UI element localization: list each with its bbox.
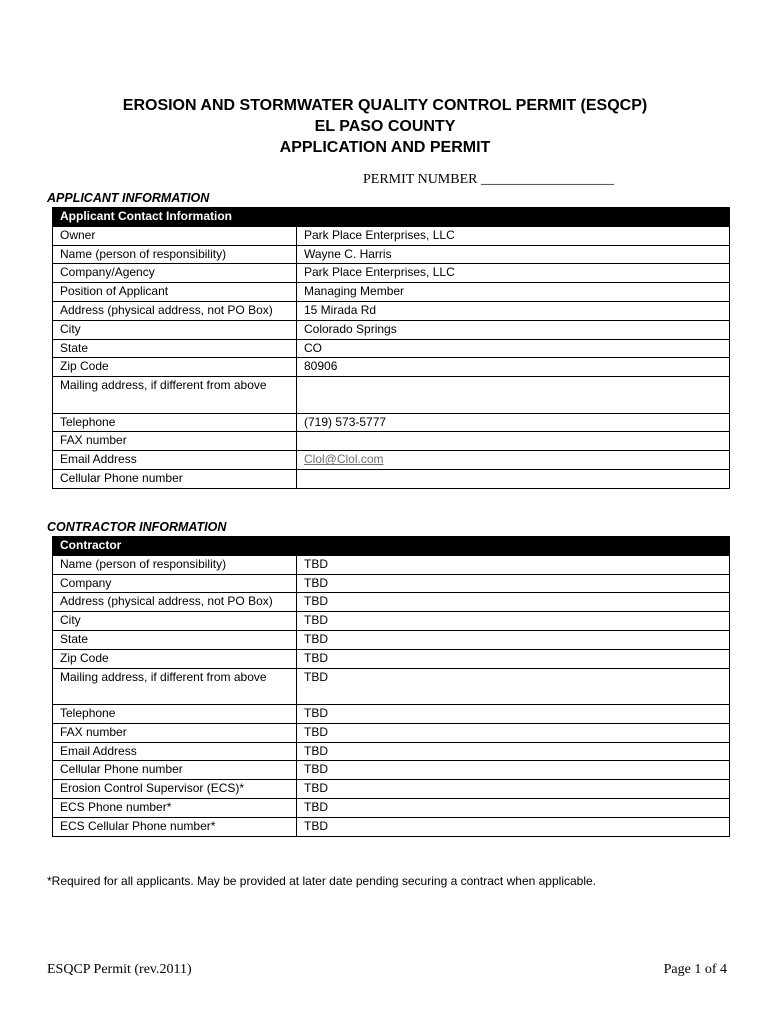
field-label: Address (physical address, not PO Box) xyxy=(53,593,297,612)
field-value[interactable]: TBD xyxy=(297,723,730,742)
table-row xyxy=(53,226,730,245)
field-label: Cellular Phone number xyxy=(53,761,297,780)
field-label: Telephone xyxy=(53,705,297,724)
table-row xyxy=(53,649,730,668)
table-row xyxy=(53,799,730,818)
field-value[interactable]: TBD xyxy=(297,668,730,705)
document-subtitle-type: APPLICATION AND PERMIT xyxy=(279,139,491,156)
table-row xyxy=(53,817,730,836)
table-row xyxy=(53,283,730,302)
document-subtitle-county: EL PASO COUNTY xyxy=(314,118,456,135)
field-label: Name (person of responsibility) xyxy=(53,555,297,574)
table-row xyxy=(53,555,730,574)
field-label: ECS Cellular Phone number* xyxy=(53,817,297,836)
field-value[interactable] xyxy=(297,451,730,470)
footer-page-number: Page 1 of 4 xyxy=(663,962,727,977)
field-value[interactable]: TBD xyxy=(297,593,730,612)
field-label: State xyxy=(53,339,297,358)
table-row xyxy=(53,742,730,761)
field-label: Name (person of responsibility) xyxy=(53,245,297,264)
contractor-table xyxy=(52,536,730,837)
applicant-table xyxy=(52,207,730,489)
table-row xyxy=(53,432,730,451)
table-row xyxy=(53,574,730,593)
field-value[interactable] xyxy=(297,432,730,451)
field-value[interactable] xyxy=(297,377,730,414)
table-row xyxy=(53,264,730,283)
field-value[interactable]: TBD xyxy=(297,742,730,761)
document-title: EROSION AND STORMWATER QUALITY CONTROL PERMIT (ESQCP) xyxy=(122,97,648,114)
field-label: FAX number xyxy=(53,723,297,742)
table-row xyxy=(53,612,730,631)
field-label: City xyxy=(53,612,297,631)
table-row xyxy=(53,358,730,377)
field-value[interactable]: (719) 573-5777 xyxy=(297,413,730,432)
table-row xyxy=(53,339,730,358)
table-row xyxy=(53,630,730,649)
field-value[interactable]: 80906 xyxy=(297,358,730,377)
field-value[interactable]: TBD xyxy=(297,574,730,593)
table-row xyxy=(53,761,730,780)
field-value[interactable] xyxy=(297,470,730,489)
field-value[interactable]: TBD xyxy=(297,817,730,836)
field-label: Mailing address, if different from above xyxy=(53,668,297,705)
field-value[interactable]: Park Place Enterprises, LLC xyxy=(297,226,730,245)
field-value[interactable]: TBD xyxy=(297,649,730,668)
required-footnote: *Required for all applicants. May be provided at later date pending securing a contract when applicable. xyxy=(47,874,596,888)
table-row xyxy=(53,451,730,470)
field-value[interactable]: Managing Member xyxy=(297,283,730,302)
table-row xyxy=(53,780,730,799)
field-value[interactable]: Colorado Springs xyxy=(297,320,730,339)
table-row xyxy=(53,705,730,724)
field-label: Zip Code xyxy=(53,649,297,668)
field-value[interactable]: Park Place Enterprises, LLC xyxy=(297,264,730,283)
table-row xyxy=(53,245,730,264)
field-label: FAX number xyxy=(53,432,297,451)
table-row xyxy=(53,301,730,320)
applicant-table-header xyxy=(53,208,730,227)
field-label: Cellular Phone number xyxy=(53,470,297,489)
field-value[interactable]: CO xyxy=(297,339,730,358)
email-link[interactable]: Clol@Clol.com xyxy=(304,452,384,467)
field-label: Telephone xyxy=(53,413,297,432)
field-label: Owner xyxy=(53,226,297,245)
table-row xyxy=(53,413,730,432)
field-label: Zip Code xyxy=(53,358,297,377)
applicant-table-header-text: Applicant Contact Information xyxy=(53,208,730,227)
applicant-section-label: APPLICANT INFORMATION xyxy=(47,191,210,205)
table-row xyxy=(53,470,730,489)
contractor-table-header-text: Contractor xyxy=(53,537,730,556)
table-row xyxy=(53,668,730,705)
field-label: Company/Agency xyxy=(53,264,297,283)
field-value[interactable]: TBD xyxy=(297,799,730,818)
table-row xyxy=(53,320,730,339)
field-value[interactable]: 15 Mirada Rd xyxy=(297,301,730,320)
field-label: Email Address xyxy=(53,742,297,761)
field-label: Mailing address, if different from above xyxy=(53,377,297,414)
table-row xyxy=(53,377,730,414)
field-label: Position of Applicant xyxy=(53,283,297,302)
field-value[interactable]: TBD xyxy=(297,780,730,799)
field-label: Company xyxy=(53,574,297,593)
field-value[interactable]: TBD xyxy=(297,555,730,574)
field-value[interactable]: Wayne C. Harris xyxy=(297,245,730,264)
field-label: Address (physical address, not PO Box) xyxy=(53,301,297,320)
permit-number-field[interactable]: PERMIT NUMBER ___________________ xyxy=(363,172,614,187)
field-value[interactable]: TBD xyxy=(297,761,730,780)
field-value[interactable]: TBD xyxy=(297,630,730,649)
field-label: City xyxy=(53,320,297,339)
field-label: ECS Phone number* xyxy=(53,799,297,818)
footer-form-revision: ESQCP Permit (rev.2011) xyxy=(47,962,192,977)
field-label: Email Address xyxy=(53,451,297,470)
contractor-section-label: CONTRACTOR INFORMATION xyxy=(47,520,227,534)
contractor-table-header xyxy=(53,537,730,556)
field-label: State xyxy=(53,630,297,649)
field-value[interactable]: TBD xyxy=(297,612,730,631)
table-row xyxy=(53,593,730,612)
table-row xyxy=(53,723,730,742)
field-label: Erosion Control Supervisor (ECS)* xyxy=(53,780,297,799)
field-value[interactable]: TBD xyxy=(297,705,730,724)
